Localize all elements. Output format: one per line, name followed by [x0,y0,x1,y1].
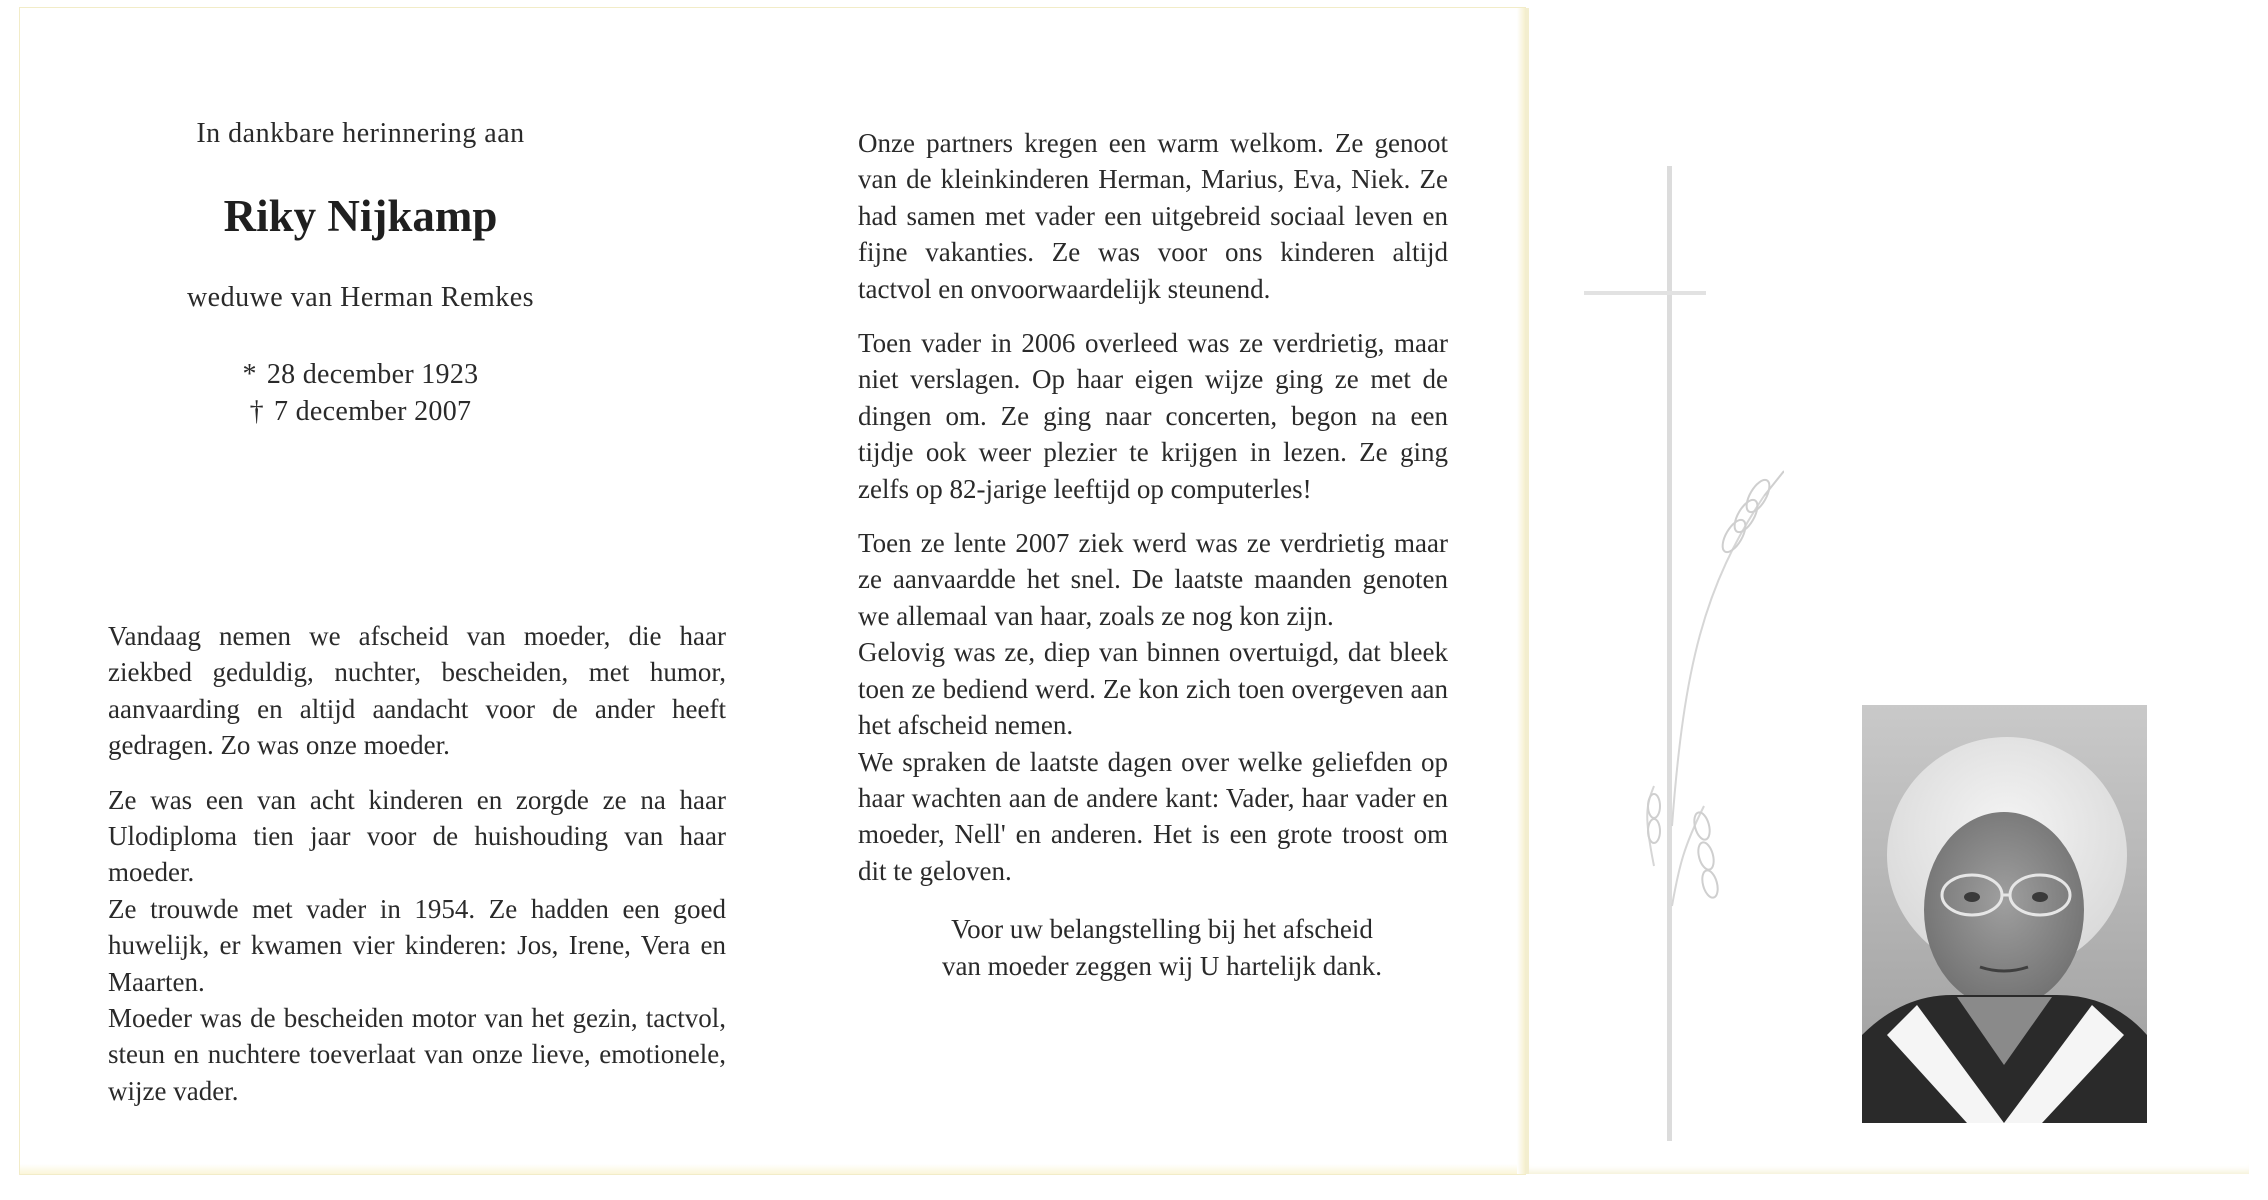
paragraph: We spraken de laatste dagen over welke geliefden op haar wachten aan de andere kant: Vader, haar vader en moeder, Nell' en anderen. Het is een grote troost om dit te geloven. [858,746,1448,886]
thanks-line: van moeder zeggen wij U hartelijk dank. [941,950,1383,981]
paragraph: Toen ze lente 2007 ziek werd was ze verdrietig maar ze aanvaardde het snel. De laatste maanden genoten we allemaal van haar, zoals ze nog kon zijn. [858,528,1448,631]
paragraph: Moeder was de bescheiden motor van het gezin, tactvol, steun en nuchtere toeverlaat van onze lieve, emotionele, wijze vader. [108,1003,726,1106]
intro-text: In dankbare herinnering aan [196,118,525,149]
cross-with-wheat-icon [1584,166,1784,1146]
birth-date-row [108,356,613,393]
cross-symbol-icon: † [249,396,264,427]
thanks-line: Voor uw belangstelling bij het afscheid [951,914,1373,945]
paragraph: Onze partners kregen een warm welkom. Ze genoot van de kleinkinderen Herman, Marius, Eva, Niek. Ze had samen met vader een uitgebreid sociaal leven en fijne vakanties. Ze was voor ons kinderen altijd tactvol en onvoorwaardelijk steunend. [858,128,1448,304]
memorial-card [20,8,1525,1174]
paragraph: Toen vader in 2006 overleed was ze verdrietig, maar niet verslagen. Op haar eigen wijze ging ze met de dingen om. Ze ging naar concerten, begon na een tijdje ook weer plezier te krijgen in lezen. Ze ging zelfs op 82-jarige leeftijd op computerles! [858,328,1448,504]
paragraph: Vandaag nemen we afscheid van moeder, die haar ziekbed geduldig, nuchter, bescheiden, met humor, aanvaarding en altijd aandacht voor de ander heeft gedragen. Zo was onze moeder. [108,621,726,761]
photo-panel [1529,8,2249,1174]
middle-column [858,125,1448,984]
deceased-name: Riky Nijkamp [223,191,498,241]
paragraph: Gelovig was ze, diep van binnen overtuigd, dat bleek toen ze bediend werd. Ze kon zich toen overgeven aan het afscheid nemen. [858,637,1448,741]
paper-edge [1517,8,1525,1174]
birth-date: 28 december 1923 [266,359,479,390]
life-dates [108,356,613,430]
widow-of-text: weduwe van Herman Remkes [186,282,535,313]
paragraph: Ze was een van acht kinderen en zorgde ze na haar Ulodiploma tien jaar voor de huishouding van haar moeder. [108,784,726,888]
paragraph: Ze trouwde met vader in 1954. Ze hadden een goed huwelijk, er kwamen vier kinderen: Jos, Irene, Vera en Maarten. [108,893,726,997]
left-body-text [108,618,726,1109]
paper-edge [20,1164,1525,1174]
death-date-row [108,393,613,430]
portrait-photo [1862,705,2147,1123]
birth-symbol-icon: * [242,359,257,390]
death-date: 7 december 2007 [273,396,472,427]
left-column [108,118,726,1106]
